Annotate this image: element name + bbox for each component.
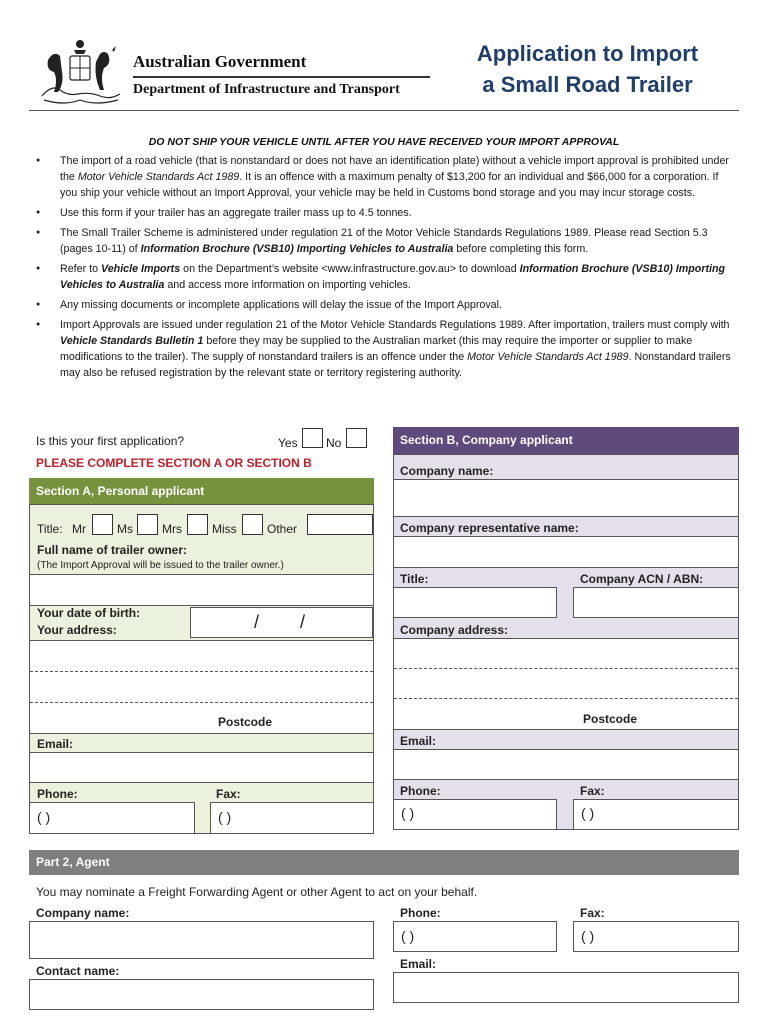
full-name-input[interactable] xyxy=(29,574,374,606)
list-item: ● Import Approvals are issued under regulation 21 of the Motor Vehicle Standards Regulations 1989. After importation, trailers must comply with Vehicle Standards Bulletin 1 before they may be supplied to the Australian market (this may require the importer or supplier to make modifications to the trailer). The supply of nonstandard trailers is an offence under the Motor Vehicle Standards Act 1989. Nonstandard trailers may also be refused registration by the relevant state or territory registering authority. xyxy=(36,317,732,381)
agent-contact-input[interactable] xyxy=(29,979,374,1010)
first-application-question: Is this your first application? xyxy=(36,434,185,448)
dob-input[interactable] xyxy=(190,607,373,638)
no-checkbox[interactable] xyxy=(346,428,367,448)
address-line xyxy=(30,671,373,672)
company-rep-input[interactable] xyxy=(393,536,739,568)
yes-checkbox[interactable] xyxy=(302,428,323,448)
agent-phone-input[interactable] xyxy=(393,921,557,952)
phone-area-code: ( ) xyxy=(37,809,51,825)
coat-of-arms-icon xyxy=(34,36,126,108)
shipping-warning: DO NOT SHIP YOUR VEHICLE UNTIL AFTER YOU HAVE RECEIVED YOUR IMPORT APPROVAL xyxy=(148,136,620,148)
company-acn-label: Company ACN / ABN: xyxy=(580,572,704,586)
company-email-label: Email: xyxy=(400,734,437,748)
address-input[interactable] xyxy=(29,640,374,734)
mr-checkbox[interactable] xyxy=(92,514,113,535)
agent-email-input[interactable] xyxy=(393,972,739,1003)
fax-input[interactable] xyxy=(210,802,374,834)
mrs-checkbox[interactable] xyxy=(187,514,208,535)
company-phone-area-code: ( ) xyxy=(401,805,415,821)
yes-label: Yes xyxy=(278,436,298,450)
no-label: No xyxy=(326,436,342,450)
mr-label: Mr xyxy=(72,522,86,536)
list-item: ● The import of a road vehicle (that is nonstandard or does not have an identification plate) without a vehicle import approval is prohibited under the Motor Vehicle Standards Act 1989. It is an offence with a maximum penalty of $13,200 for an individual and $66,000 for a corporation. If you ship your vehicle without an Import Approval, your vehicle may be held in Customs bond storage and you may incur storage costs. xyxy=(36,153,732,201)
agent-fax-label: Fax: xyxy=(580,906,605,920)
form-title xyxy=(450,38,725,100)
company-title-label: Title: xyxy=(400,572,429,586)
agent-fax-input[interactable] xyxy=(573,921,739,952)
government-name: Australian Government xyxy=(133,52,307,71)
email-label: Email: xyxy=(37,737,74,751)
address-label: Your address: xyxy=(37,623,117,637)
miss-checkbox[interactable] xyxy=(242,514,263,535)
department-name: Department of Infrastructure and Transport xyxy=(133,82,400,97)
title-label: Title: xyxy=(37,522,63,536)
form-title-line1: Application to Import xyxy=(476,41,699,66)
agent-email-label: Email: xyxy=(400,957,437,971)
full-name-note: (The Import Approval will be issued to the trailer owner.) xyxy=(37,560,284,571)
mrs-label: Mrs xyxy=(162,522,182,536)
dob-label: Your date of birth: xyxy=(37,606,141,620)
section-b-heading: Section B, Company applicant xyxy=(393,427,739,454)
list-item: ● Any missing documents or incomplete applications will delay the issue of the Import Approval. xyxy=(36,297,732,313)
other-label: Other xyxy=(267,522,298,536)
agent-fax-area-code: ( ) xyxy=(581,928,595,944)
phone-label: Phone: xyxy=(37,787,78,801)
phone-input[interactable] xyxy=(29,802,195,834)
postcode-label: Postcode xyxy=(218,715,273,729)
fax-area-code: ( ) xyxy=(218,809,232,825)
company-acn-input[interactable] xyxy=(573,587,739,618)
address-line xyxy=(394,698,738,699)
section-instruction: PLEASE COMPLETE SECTION A OR SECTION B xyxy=(36,456,312,470)
ms-label: Ms xyxy=(117,522,133,536)
address-line xyxy=(394,668,738,669)
full-name-label: Full name of trailer owner: xyxy=(37,543,188,557)
company-address-input[interactable] xyxy=(393,638,739,730)
agent-company-input[interactable] xyxy=(29,921,374,959)
company-rep-label: Company representative name: xyxy=(400,521,579,535)
header-rule xyxy=(29,110,739,111)
list-item: ● Refer to Vehicle Imports on the Department’s website <www.infrastructure.gov.au> to download Information Brochure (VSB10) Importing Vehicles to Australia and access more information on importing vehicles. xyxy=(36,261,732,293)
ms-checkbox[interactable] xyxy=(137,514,158,535)
agent-contact-label: Contact name: xyxy=(36,964,120,978)
company-fax-area-code: ( ) xyxy=(581,805,595,821)
miss-label: Miss xyxy=(212,522,237,536)
part2-heading: Part 2, Agent xyxy=(29,850,739,875)
form-title-line2: a Small Road Trailer xyxy=(482,72,693,97)
company-fax-input[interactable] xyxy=(573,799,739,830)
agent-intro: You may nominate a Freight Forwarding Agent or other Agent to act on your behalf. xyxy=(36,885,478,899)
agent-phone-label: Phone: xyxy=(400,906,441,920)
list-item: ● The Small Trailer Scheme is administered under regulation 21 of the Motor Vehicle Standards Regulations 1989. Please read Section 5.3 (pages 10-11) of Information Brochure (VSB10) Importing Vehicles to Australia before completing this form. xyxy=(36,225,732,257)
company-phone-input[interactable] xyxy=(393,799,557,830)
company-name-input[interactable] xyxy=(393,479,739,517)
fax-label: Fax: xyxy=(216,787,241,801)
company-email-input[interactable] xyxy=(393,749,739,780)
section-a-heading: Section A, Personal applicant xyxy=(29,478,374,504)
header-divider xyxy=(133,76,430,78)
agent-company-label: Company name: xyxy=(36,906,130,920)
email-input[interactable] xyxy=(29,752,374,783)
instructions-list xyxy=(36,153,732,385)
company-title-input[interactable] xyxy=(393,587,557,618)
company-postcode-label: Postcode xyxy=(583,712,638,726)
company-address-label: Company address: xyxy=(400,623,509,637)
company-fax-label: Fax: xyxy=(580,784,605,798)
list-item: ● Use this form if your trailer has an aggregate trailer mass up to 4.5 tonnes. xyxy=(36,205,732,221)
company-name-label: Company name: xyxy=(400,464,494,478)
address-line xyxy=(30,702,373,703)
dob-separator: / xyxy=(300,612,306,632)
dob-separator: / xyxy=(254,612,260,632)
other-title-input[interactable] xyxy=(307,514,373,535)
agent-phone-area-code: ( ) xyxy=(401,928,415,944)
company-phone-label: Phone: xyxy=(400,784,441,798)
